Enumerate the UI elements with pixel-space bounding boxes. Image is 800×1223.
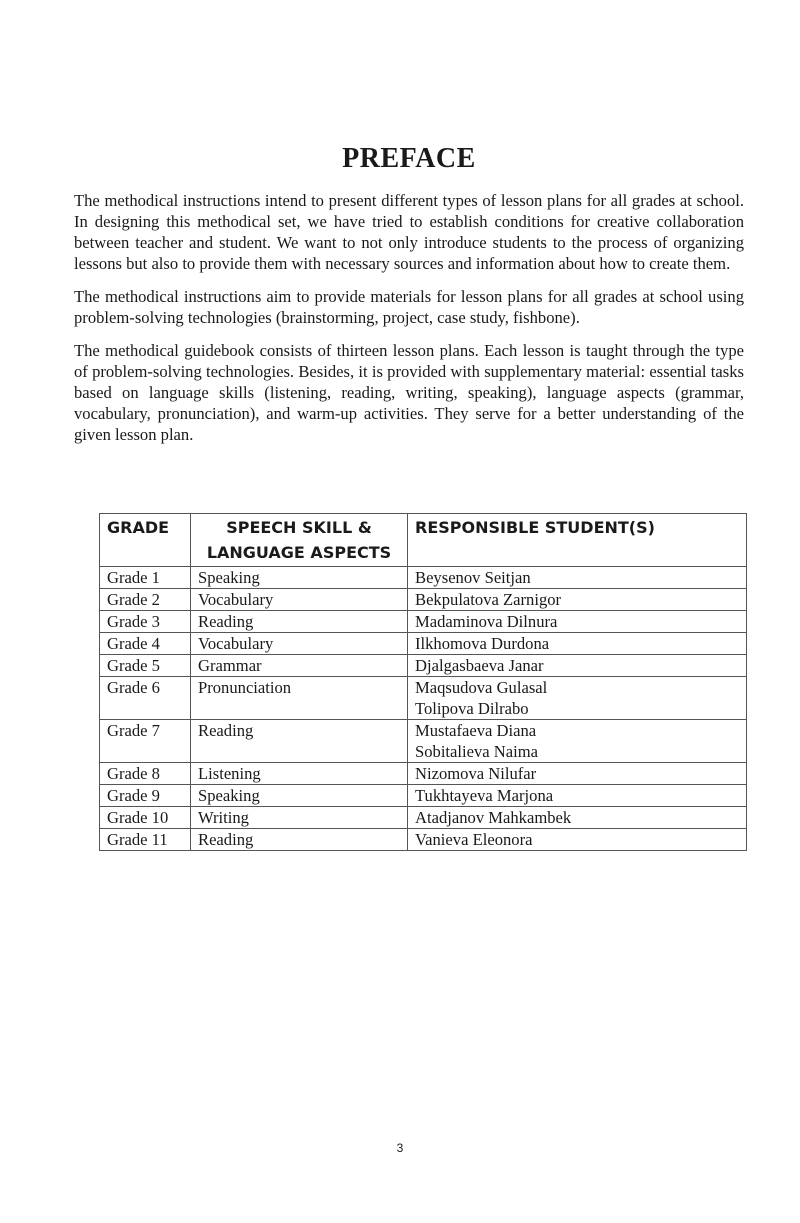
table-row bbox=[100, 567, 747, 589]
cell-students bbox=[408, 785, 747, 807]
cell-skill: Listening bbox=[191, 763, 408, 785]
table-row bbox=[100, 677, 747, 720]
cell-students bbox=[408, 763, 747, 785]
cell-students bbox=[408, 677, 747, 720]
cell-grade: Grade 11 bbox=[100, 829, 191, 851]
cell-skill: Reading bbox=[191, 720, 408, 763]
cell-skill: Reading bbox=[191, 611, 408, 633]
table-row bbox=[100, 829, 747, 851]
cell-skill: Vocabulary bbox=[191, 633, 408, 655]
cell-grade: Grade 9 bbox=[100, 785, 191, 807]
header-student: RESPONSIBLE STUDENT(S) bbox=[408, 514, 747, 567]
cell-students bbox=[408, 720, 747, 763]
student-name: Maqsudova Gulasal bbox=[415, 678, 548, 697]
cell-students bbox=[408, 655, 747, 677]
cell-students bbox=[408, 633, 747, 655]
student-name: Beysenov Seitjan bbox=[415, 568, 531, 587]
student-name: Sobitalieva Naima bbox=[415, 742, 539, 761]
table-row bbox=[100, 785, 747, 807]
student-name: Djalgasbaeva Janar bbox=[415, 656, 544, 675]
paragraph-intro: The methodical instructions intend to present different types of lesson plans for all grades at school. In designing this methodical set, we have tried to establish conditions for creative collaboration between teacher and student. We want to not only introduce students to the process of organizing lessons but also to provide them with necessary sources and information about how to create them. bbox=[74, 191, 744, 273]
student-name: Madaminova Dilnura bbox=[415, 612, 558, 631]
cell-skill: Speaking bbox=[191, 785, 408, 807]
cell-skill: Reading bbox=[191, 829, 408, 851]
student-name: Tolipova Dilrabo bbox=[415, 699, 529, 718]
table-row bbox=[100, 720, 747, 763]
table-row bbox=[100, 655, 747, 677]
cell-grade: Grade 2 bbox=[100, 589, 191, 611]
cell-skill: Pronunciation bbox=[191, 677, 408, 720]
cell-grade: Grade 1 bbox=[100, 567, 191, 589]
page-number: 3 bbox=[396, 1141, 404, 1155]
cell-students bbox=[408, 589, 747, 611]
cell-skill: Writing bbox=[191, 807, 408, 829]
table-row bbox=[100, 763, 747, 785]
cell-students bbox=[408, 829, 747, 851]
page-title: PREFACE bbox=[342, 143, 476, 174]
table-row bbox=[100, 633, 747, 655]
cell-grade: Grade 4 bbox=[100, 633, 191, 655]
table-row bbox=[100, 611, 747, 633]
student-name: Atadjanov Mahkambek bbox=[415, 808, 572, 827]
student-name: Nizomova Nilufar bbox=[415, 764, 537, 783]
student-name: Mustafaeva Diana bbox=[415, 721, 537, 740]
cell-grade: Grade 6 bbox=[100, 677, 191, 720]
cell-grade: Grade 7 bbox=[100, 720, 191, 763]
cell-students bbox=[408, 807, 747, 829]
cell-grade: Grade 5 bbox=[100, 655, 191, 677]
table-body bbox=[100, 567, 747, 851]
cell-students bbox=[408, 567, 747, 589]
paragraph-aim: The methodical instructions aim to provide materials for lesson plans for all grades at school using problem-solving technologies (brainstorming, project, case study, fishbone). bbox=[74, 287, 744, 327]
table-row bbox=[100, 589, 747, 611]
cell-skill: Speaking bbox=[191, 567, 408, 589]
paragraph-structure: The methodical guidebook consists of thirteen lesson plans. Each lesson is taught through the type of problem-solving technologies. Besides, it is provided with supplementary material: essential tasks based on language skills (listening, reading, writing, speaking), language aspects (grammar, vocabulary, pronunciation), and warm-up activities. They serve for a better understanding of the given lesson plan. bbox=[74, 341, 744, 444]
table-header-row bbox=[100, 514, 747, 567]
cell-skill: Vocabulary bbox=[191, 589, 408, 611]
cell-skill: Grammar bbox=[191, 655, 408, 677]
cell-grade: Grade 3 bbox=[100, 611, 191, 633]
table-row bbox=[100, 807, 747, 829]
cell-grade: Grade 8 bbox=[100, 763, 191, 785]
student-name: Ilkhomova Durdona bbox=[415, 634, 550, 653]
preface-section bbox=[74, 140, 744, 457]
grades-table bbox=[99, 513, 747, 851]
header-grade: GRADE bbox=[100, 514, 191, 567]
student-name: Vanieva Eleonora bbox=[415, 830, 533, 849]
student-name: Tukhtayeva Marjona bbox=[415, 786, 554, 805]
student-name: Bekpulatova Zarnigor bbox=[415, 590, 562, 609]
header-skill: SPEECH SKILL & LANGUAGE ASPECTS bbox=[191, 514, 408, 567]
cell-students bbox=[408, 611, 747, 633]
cell-grade: Grade 10 bbox=[100, 807, 191, 829]
